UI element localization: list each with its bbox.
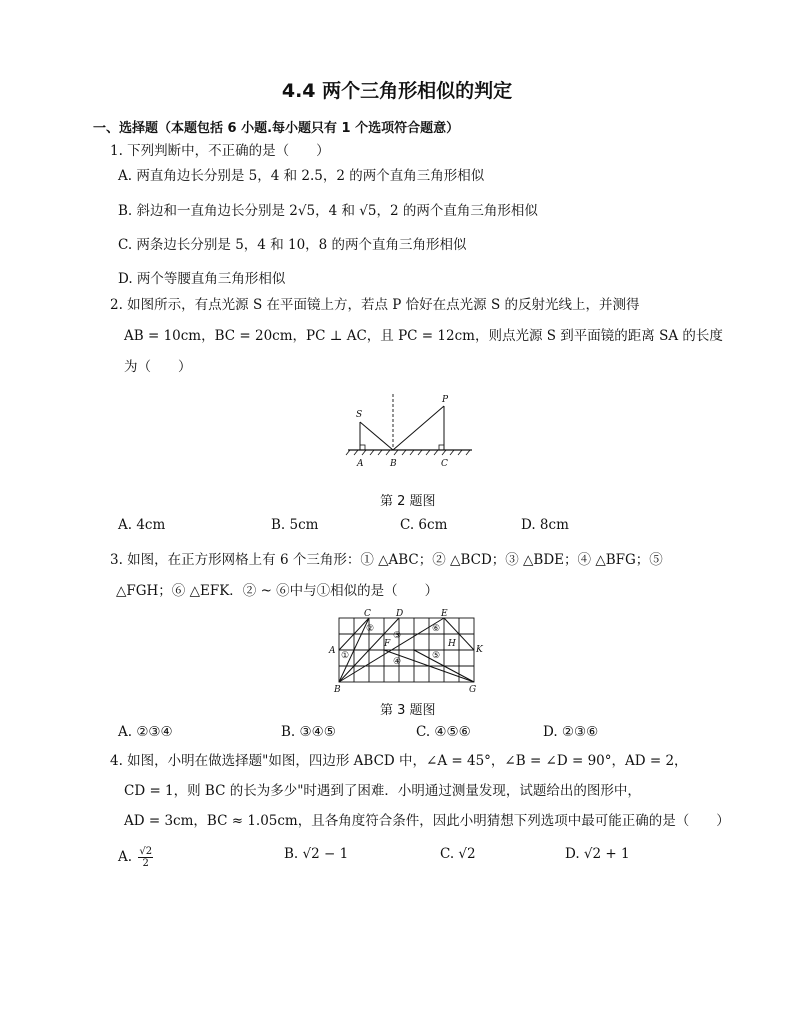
marker-3: ③ <box>393 631 402 641</box>
q4-option-a-fraction <box>138 846 153 869</box>
q4-stem-line2: CD = 1，则 BC 的长为多少"时遇到了困难．小明通过测量发现，试题给出的图形中， <box>124 783 641 799</box>
label-f: F <box>384 639 391 649</box>
q2-stem-line3: 为（ ） <box>124 359 192 375</box>
q1-stem: 1. 下列判断中，不正确的是（ ） <box>110 143 330 159</box>
label-a: A <box>357 459 364 469</box>
marker-1: ① <box>341 651 350 661</box>
label-s: S <box>356 410 363 420</box>
label-b: B <box>334 685 341 695</box>
page-title: 4.4 两个三角形相似的判定 <box>281 80 513 102</box>
label-g: G <box>469 685 477 695</box>
label-e: E <box>441 609 448 619</box>
q4-stem-line1: 4. 如图，小明在做选择题"如图，四边形 ABCD 中，∠A = 45°，∠B = ∠D = 90°，AD = 2， <box>110 753 688 769</box>
q2-mirror-diagram <box>340 392 480 472</box>
q4-option-a-prefix: A. <box>118 849 133 865</box>
right-angle-a <box>360 445 365 450</box>
ray-bp <box>393 406 444 450</box>
q1-option-d[interactable]: D. 两个等腰直角三角形相似 <box>118 271 286 287</box>
label-a: A <box>329 646 336 656</box>
fraction-denominator: 2 <box>142 858 149 869</box>
q4-option-d[interactable]: D. √2 + 1 <box>565 846 630 862</box>
right-angle-c <box>439 445 444 450</box>
label-h: H <box>448 639 456 649</box>
q1-option-a[interactable]: A. 两直角边长分别是 5，4 和 2.5，2 的两个直角三角形相似 <box>118 168 485 184</box>
q3-caption: 第 3 题图 <box>380 703 436 718</box>
q3-option-c[interactable]: C. ④⑤⑥ <box>416 724 471 740</box>
q2-option-b[interactable]: B. 5cm <box>271 517 319 533</box>
q3-option-d[interactable]: D. ②③⑥ <box>543 724 599 740</box>
fraction-numerator: √2 <box>139 846 153 857</box>
marker-4: ④ <box>393 657 402 667</box>
q2-caption: 第 2 题图 <box>380 494 436 509</box>
label-c: C <box>364 609 371 619</box>
marker-6: ⑥ <box>432 624 441 634</box>
label-b: B <box>390 459 397 469</box>
q3-option-b[interactable]: B. ③④⑤ <box>281 724 336 740</box>
q4-option-b[interactable]: B. √2 − 1 <box>284 846 349 862</box>
q3-stem-line1: 3. 如图，在正方形网格上有 6 个三角形：① △ABC；② △BCD；③ △BDE；④ △BFG；⑤ <box>110 552 663 568</box>
marker-5: ⑤ <box>432 651 441 661</box>
q2-option-d[interactable]: D. 8cm <box>521 517 569 533</box>
label-d: D <box>396 609 404 619</box>
q2-stem-line1: 2. 如图所示，有点光源 S 在平面镜上方，若点 P 恰好在点光源 S 的反射光线上，并测得 <box>110 297 640 313</box>
q4-option-a[interactable] <box>118 846 153 869</box>
q3-option-a[interactable]: A. ②③④ <box>118 724 173 740</box>
label-k: K <box>476 645 483 655</box>
q2-stem-line2: AB = 10cm，BC = 20cm，PC ⊥ AC，且 PC = 12cm，则点光源 S 到平面镜的距离 SA 的长度 <box>124 328 723 344</box>
q3-stem-line2: △FGH；⑥ △EFK．② ~ ⑥中与①相似的是（ ） <box>116 583 439 599</box>
q2-option-c[interactable]: C. 6cm <box>400 517 448 533</box>
q4-stem-line3: AD = 3cm，BC ≈ 1.05cm，且各角度符合条件，因此小明猜想下列选项中最可能正确的是（ ） <box>124 813 730 829</box>
section-heading: 一、选择题（本题包括 6 小题.每小题只有 1 个选项符合题意） <box>93 121 460 136</box>
label-c: C <box>441 459 448 469</box>
marker-2: ② <box>366 624 375 634</box>
q4-option-c[interactable]: C. √2 <box>440 846 476 862</box>
label-p: P <box>442 395 449 405</box>
mirror-hatching <box>346 450 470 455</box>
q3-grid-diagram <box>326 608 488 694</box>
q1-option-b[interactable]: B. 斜边和一直角边长分别是 2√5，4 和 √5，2 的两个直角三角形相似 <box>118 203 538 219</box>
q1-option-c[interactable]: C. 两条边长分别是 5，4 和 10，8 的两个直角三角形相似 <box>118 237 467 253</box>
q2-option-a[interactable]: A. 4cm <box>118 517 166 533</box>
